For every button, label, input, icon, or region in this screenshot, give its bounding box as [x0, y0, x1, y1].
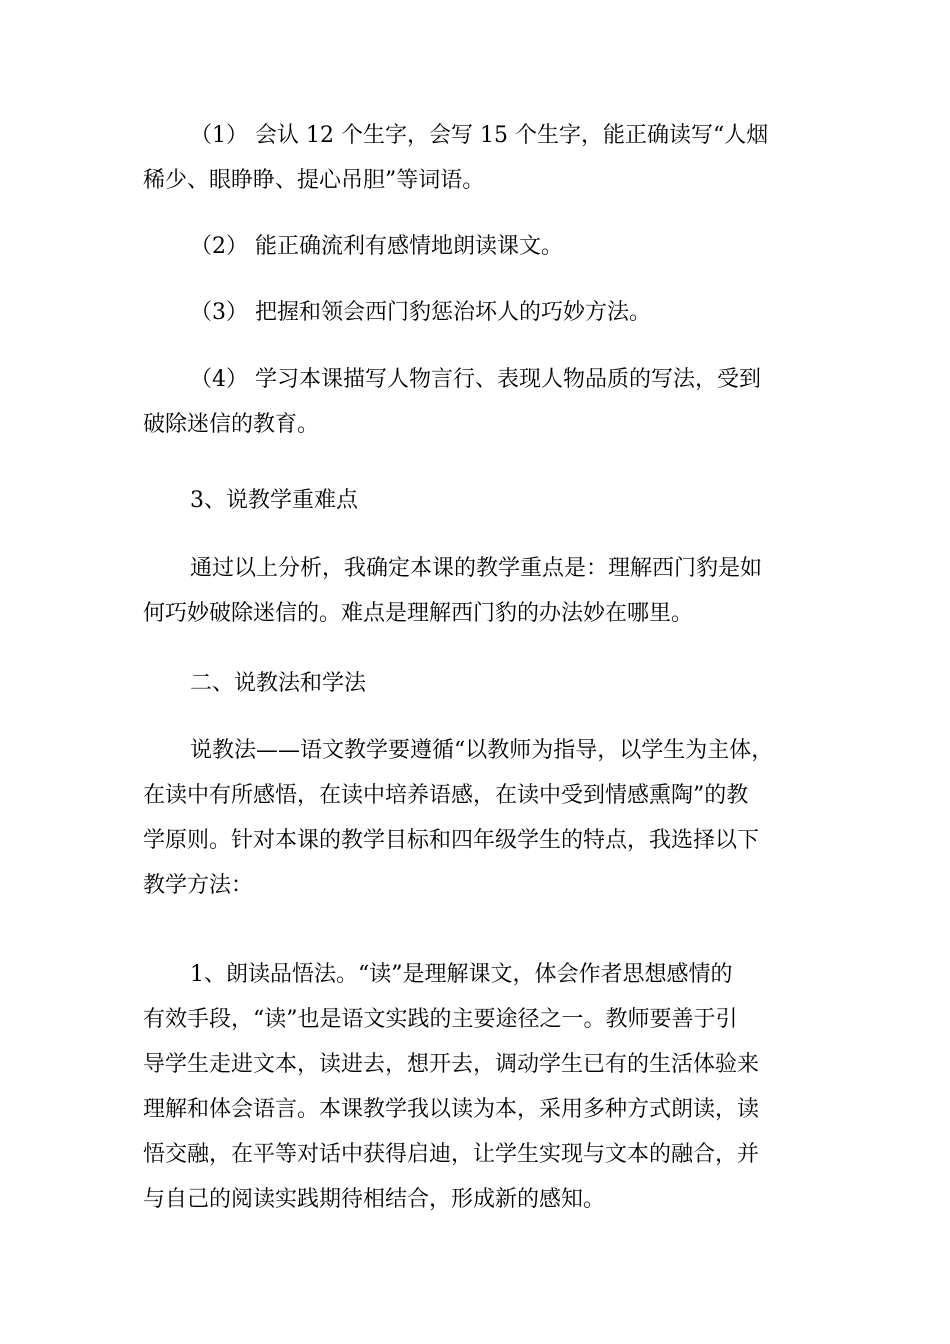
reading-method-paragraph [143, 952, 823, 1222]
section-heading-key-points [143, 478, 823, 523]
text-line: 悟交融，在平等对话中获得启迪，让学生实现与文本的融合，并 [143, 1142, 760, 1167]
key-points-paragraph [143, 546, 823, 636]
text-line: 有效手段，“读”也是语文实践的主要途径之一。教师要善于引 [143, 1007, 738, 1032]
objective-2-paragraph [143, 224, 823, 269]
text-line: （1） 会认 12 个生字，会写 15 个生字，能正确读写“人烟 [190, 123, 769, 148]
section-heading-methods [143, 661, 823, 706]
text-line: 学原则。针对本课的教学目标和四年级学生的特点，我选择以下 [143, 828, 760, 853]
text-line: 何巧妙破除迷信的。难点是理解西门豹的办法妙在哪里。 [143, 601, 694, 626]
text-line: 导学生走进文本，读进去，想开去，调动学生已有的生活体验来 [143, 1052, 760, 1077]
text-line: 1、朗读品悟法。“读”是理解课文，体会作者思想感情的 [190, 962, 733, 987]
text-line: （3） 把握和领会西门豹惩治坏人的巧妙方法。 [190, 300, 651, 325]
text-line: （4） 学习本课描写人物言行、表现人物品质的写法，受到 [190, 367, 761, 392]
text-line: 二、说教法和学法 [190, 671, 367, 696]
text-line: 在读中有所感悟，在读中培养语感，在读中受到情感熏陶”的教 [143, 783, 749, 808]
objective-1-paragraph [143, 113, 823, 203]
text-line: 理解和体会语言。本课教学我以读为本，采用多种方式朗读，读 [143, 1097, 760, 1122]
text-line: 与自己的阅读实践期待相结合，形成新的感知。 [143, 1187, 606, 1212]
teaching-method-paragraph [143, 728, 823, 908]
text-line: 3、说教学重难点 [190, 488, 358, 513]
objective-3-paragraph [143, 290, 823, 335]
text-line: 说教法——语文教学要遵循“以教师为指导，以学生为主体， [190, 738, 774, 763]
text-line: （2） 能正确流利有感情地朗读课文。 [190, 234, 563, 259]
text-line: 破除迷信的教育。 [143, 412, 320, 437]
text-line: 通过以上分析，我确定本课的教学重点是：理解西门豹是如 [190, 556, 763, 581]
objective-4-paragraph [143, 357, 823, 447]
text-line: 稀少、眼睁睁、提心吊胆”等词语。 [143, 168, 485, 193]
text-line: 教学方法： [143, 873, 254, 898]
